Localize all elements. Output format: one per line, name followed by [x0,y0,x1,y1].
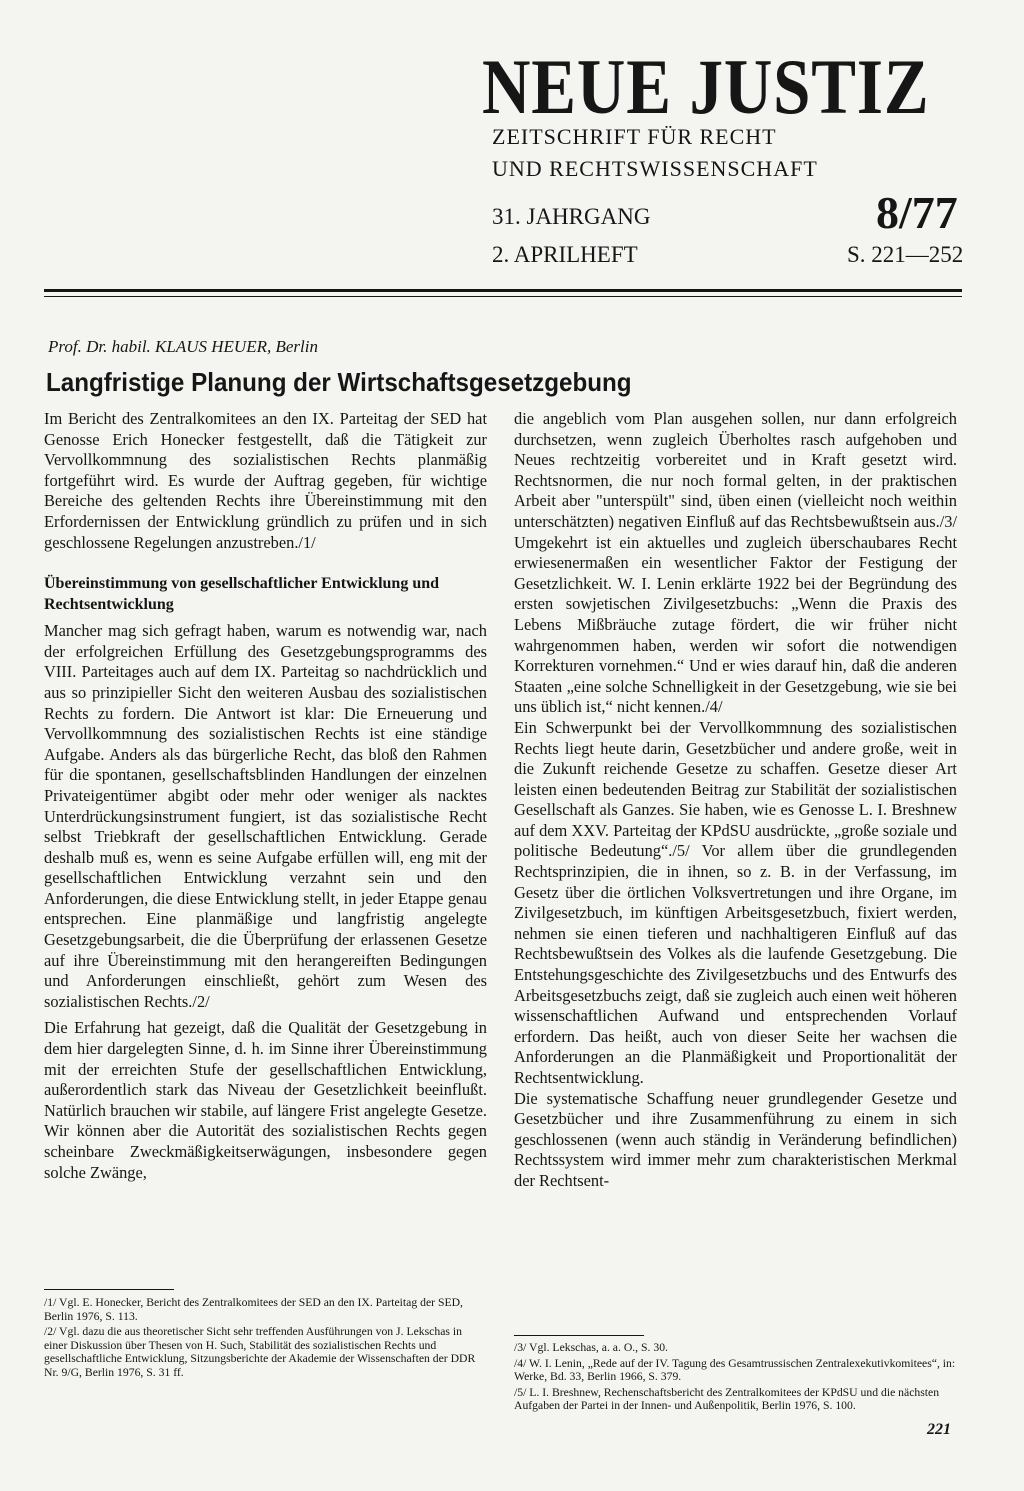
page-number: 221 [927,1421,951,1438]
footnote-2: /2/ Vgl. dazu die aus theoretischer Sicht sehr treffenden Ausführungen von J. Lekschas in einer Diskussion über Thesen von H. Such, Stabilität des sozialistischen Rechts und gesellschaftliche Entwicklung, Sitzungsberichte der Akademie der Wissenschaften der DDR Nr. 9/G, Berlin 1976, S. 31 ff. [44,1325,476,1379]
right-paragraph-1: die angeblich vom Plan ausgehen sollen, nur dann erfolgreich durchsetzen, wenn zugleich Überholtes rasch aufgehoben und Neues rechtzeitig vorbereitet und in Kraft gesetzt wird. Rechtsnormen, die nur noch formal gelten, in der praktischen Arbeit aber "unterspült" sind, üben einen (vielleicht noch weithin unterschätzten) negativen Einfluß auf das Rechtsbewußtsein aus./3/ Umgekehrt ist ein aktuelles und zugleich überschaubares Recht erwiesenermaßen ein wesentlicher Faktor der Festigung der Gesetzlichkeit. W. I. Lenin erklärte 1922 bei der Begründung des ersten sowjetischen Zivilgesetzbuchs: „Wenn die Praxis des Lebens Mißbräuche zutage fördert, die wir früher nicht wahrgenommen haben, werden wir sofort die notwendigen Korrekturen vornehmen.“ Und er wies darauf hin, daß die anderen Staaten „eine solche Schnelligkeit in der Gesetzgebung, wie sie bei uns üblich ist,“ nicht kennen./4/ [514,409,957,717]
article-title: Langfristige Planung der Wirtschaftsgesetzgebung [46,367,632,397]
footnotes-left [44,1296,488,1382]
header-rule-thin [44,296,962,297]
section-subheading: Übereinstimmung von gesellschaftlicher Entwicklung und Rechtsentwicklung [44,575,440,614]
header-rule-thick [44,289,962,292]
footnote-1: /1/ Vgl. E. Honecker, Bericht des Zentralkomitees der SED an den IX. Parteitag der SED, Berlin 1976, S. 113. [44,1296,463,1323]
article-author: Prof. Dr. habil. KLAUS HEUER, Berlin [48,337,318,356]
left-paragraph-3: Die Erfahrung hat gezeigt, daß die Qualität der Gesetzgebung in dem hier dargelegten Sinne, d. h. im Sinne ihrer Übereinstimmung mit der erreichten Stufe der gesellschaftlichen Entwicklung, außerordentlich stark das Niveau der Gesetzlichkeit beeinflußt. Natürlich brauchen wir stabile, auf längere Frist angelegte Gesetze. Wir können aber die Autorität des sozialistischen Rechts gegen scheinbare Zweckmäßigkeitserwägungen, insbesondere gegen solche Zwänge, [44,1018,487,1182]
footnote-rule-left [44,1289,174,1290]
page-range: S. 221—252 [847,242,964,267]
footnote-rule-right [514,1335,644,1336]
left-column [44,409,487,1183]
masthead-title: NEUE JUSTIZ [482,43,930,130]
footnote-4: /4/ W. I. Lenin, „Rede auf der IV. Tagung des Gesamtrussischen Zentralexekutivkomitees“, in: Werke, Bd. 33, Berlin 1966, S. 379. [514,1356,956,1384]
footnote-5: /5/ L. I. Breshnew, Rechenschaftsbericht des Zentralkomitees der KPdSU und die nächsten Aufgaben der Partei in der Innen- und Außenpolitik, Berlin 1976, S. 100. [514,1385,940,1413]
left-paragraph-1: Im Bericht des Zentralkomitees an den IX. Parteitag der SED hat Genosse Erich Honecker festgestellt, daß die Tätigkeit zur Vervollkommnung des sozialistischen Rechts planmäßig fortgeführt wird. Es wurde der Auftrag gegeben, für wichtige Bereiche des geltenden Rechts ihre Übereinstimmung mit den Erfordernissen der Entwicklung gründlich zu prüfen und in sich geschlossene Regelungen anzustreben./1/ [44,409,487,552]
masthead-subtitle-line2: UND RECHTSWISSENSCHAFT [492,156,818,181]
issue-number: 8/77 [876,187,958,238]
right-column [514,409,957,1192]
right-paragraph-3: Die systematische Schaffung neuer grundlegender Gesetze und Gesetzbücher und ihre Zusammenführung zu einem in sich geschlossenen (wenn auch ständig in Veränderung befindlichen) Rechtssystem wird immer mehr zum charakteristischen Merkmal der Rechtsent- [514,1088,957,1190]
footnotes-right [514,1341,958,1415]
left-paragraph-2: Mancher mag sich gefragt haben, warum es notwendig war, nach der erfolgreichen Erfüllung des Gesetzgebungsprogramms des VIII. Parteitages auch auf dem IX. Parteitag so nachdrücklich und aus so prinzipieller Sicht den weiteren Ausbau des sozialistischen Rechts zu fordern. Die Antwort ist klar: Die Erneuerung und Vervollkommnung des sozialistischen Rechts ist eine ständige Aufgabe. Anders als das bürgerliche Recht, das bloß den Rahmen für die spontanen, gesellschaftsblinden Handlungen der einzelnen Privateigentümer abgibt oder mehr oder weniger als nacktes Unterdrückungsinstrument fungiert, ist das sozialistische Recht selbst Triebkraft der gesellschaftlichen Entwicklung. Gerade deshalb muß es, wenn es seine Aufgabe erfüllen will, eng mit der gesellschaftlichen Entwicklung verzahnt sein und den Anforderungen, die diese Entwicklung stellt, in jeder Etappe genau entsprechen. Eine planmäßige und langfristig angelegte Gesetzgebungsarbeit, die die Überprüfung der erlassenen Gesetze auf ihre Übereinstimmung mit den herangereiften Bedingungen und Anforderungen einschließt, gehört zum Wesen des sozialistischen Rechts./2/ [44,621,487,1011]
right-paragraph-2: Ein Schwerpunkt bei der Vervollkommnung des sozialistischen Rechts liegt heute darin, Gesetzbücher und andere große, weit in die Zukunft reichende Gesetze zu schaffen. Gesetze dieser Art leisten einen bedeutenden Beitrag zur Stabilität der sozialistischen Gesellschaft als Ganzes. Sie haben, wie es Genosse L. I. Breshnew auf dem XXV. Parteitag der KPdSU ausdrückte, „große soziale und politische Bedeutung“./5/ Vor allem über die grundlegenden Rechtsprinzipien, die in ihnen, so z. B. in der Verfassung, im Gesetz über die örtlichen Volksvertretungen und ihre Organe, im Zivilgesetzbuch, im künftigen Arbeitsgesetzbuch, fixiert werden, nehmen sie einen tieferen und nachhaltigeren Einfluß auf das Rechtsbewußtsein des Volkes als die laufende Gesetzgebung. Die Entstehungsgeschichte des Zivilgesetzbuchs und des Entwurfs des Arbeitsgesetzbuchs zeigt, daß sie zugleich auch einen weit höheren wissenschaftlichen Aufwand und entsprechenden Vorlauf erfordern. Das heißt, auch von dieser Seite her wachsen die Anforderungen an die Planmäßigkeit und Proportionalität der Rechtsentwicklung. [514,717,957,1087]
masthead-subtitle-line1: ZEITSCHRIFT FÜR RECHT [492,124,777,149]
volume-label: 31. JAHRGANG [492,204,651,229]
footnote-3: /3/ Vgl. Lekschas, a. a. O., S. 30. [514,1341,668,1354]
part-label: 2. APRILHEFT [492,242,638,267]
